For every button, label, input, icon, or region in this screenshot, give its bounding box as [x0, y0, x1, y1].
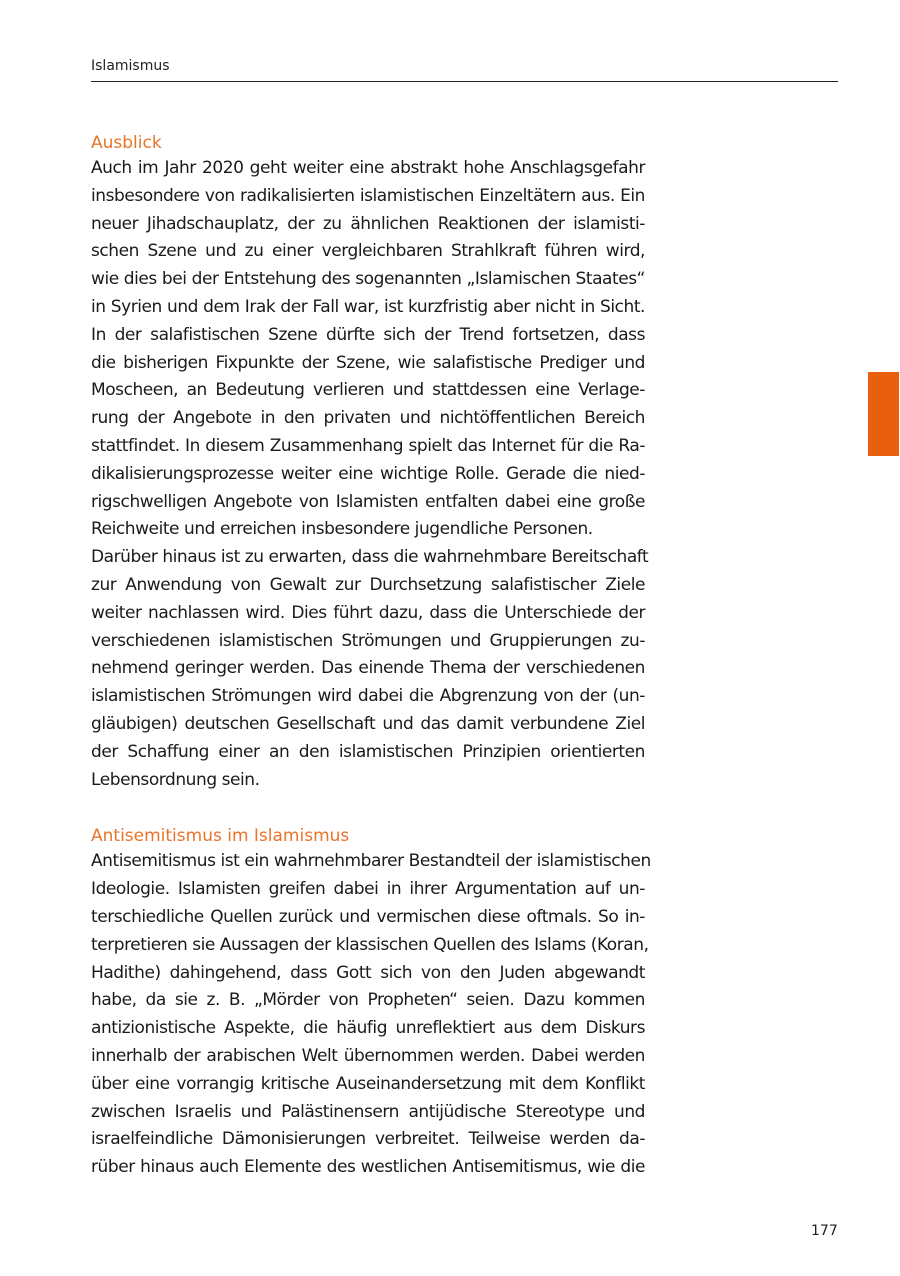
text-line: Reichweite und erreichen insbesondere jugendliche Personen. [91, 519, 593, 540]
text-line: Darüber hinaus ist zu erwarten, dass die wahrnehmbare Bereitschaft [91, 547, 649, 568]
text-line: terpretieren sie Aussagen der klassischen Quellen des Islams (Koran, [91, 934, 649, 955]
text-line: die bisherigen Fixpunkte der Szene, wie salafistische Prediger und [91, 352, 645, 373]
section-spacer [91, 794, 645, 824]
text-line: verschiedenen islamistischen Strömungen und Gruppierungen zu- [91, 630, 645, 651]
text-line: antizionistische Aspekte, die häufig unreflektiert aus dem Diskurs [91, 1018, 645, 1039]
text-line: Lebensordnung sein. [91, 769, 260, 790]
text-line: innerhalb der arabischen Welt übernommen werden. Dabei werden [91, 1045, 645, 1066]
text-line: zwischen Israelis und Palästinensern antijüdische Stereotype und [91, 1101, 645, 1122]
text-line: dikalisierungsprozesse weiter eine wichtige Rolle. Gerade die nied- [91, 463, 645, 484]
text-line: neuer Jihadschauplatz, der zu ähnlichen Reaktionen der islamisti- [91, 213, 645, 234]
text-line: In der salafistischen Szene dürfte sich der Trend fortsetzen, dass [91, 324, 645, 345]
text-line: habe, da sie z. B. „Mörder von Propheten“ seien. Dazu kommen [91, 990, 645, 1011]
text-line: nehmend geringer werden. Das einende Thema der verschiedenen [91, 658, 645, 679]
text-line: insbesondere von radikalisierten islamistischen Einzeltätern aus. Ein [91, 185, 645, 206]
text-line: zur Anwendung von Gewalt zur Durchsetzung salafistischer Ziele [91, 574, 645, 595]
page-number: 177 [811, 1223, 838, 1239]
text-line: rung der Angebote in den privaten und nichtöffentlichen Bereich [91, 408, 645, 429]
main-text-column [91, 131, 651, 1182]
text-line: der Schaffung einer an den islamistischen Prinzipien orientierten [91, 741, 645, 762]
text-line: Auch im Jahr 2020 geht weiter eine abstrakt hohe Anschlagsgefahr [91, 158, 645, 178]
text-line: rigschwelligen Angebote von Islamisten entfalten dabei eine große [91, 491, 645, 512]
section-heading-antisemitismus: Antisemitismus im Islamismus [91, 826, 350, 847]
section-body-antisemitismus [91, 848, 651, 1182]
text-line: wie dies bei der Entstehung des sogenannten „Islamischen Staates“ [91, 269, 645, 290]
text-line: Ideologie. Islamisten greifen dabei in ihrer Argumentation auf un- [91, 879, 645, 900]
running-head-title: Islamismus [91, 58, 170, 74]
text-line: islamistischen Strömungen wird dabei die Abgrenzung von der (un- [91, 686, 645, 707]
chapter-side-tab [868, 372, 899, 456]
text-line: in Syrien und dem Irak der Fall war, ist kurzfristig aber nicht in Sicht. [91, 296, 645, 317]
text-line: israelfeindliche Dämonisierungen verbreitet. Teilweise werden da- [91, 1129, 645, 1150]
header-rule [91, 81, 838, 82]
text-line: Hadithe) dahingehend, dass Gott sich von den Juden abgewandt [91, 962, 645, 983]
section-heading-ausblick: Ausblick [91, 133, 162, 153]
text-line: weiter nachlassen wird. Dies führt dazu, dass die Unterschiede der [91, 602, 645, 623]
text-line: terschiedliche Quellen zurück und vermischen diese oftmals. So in- [91, 906, 645, 927]
text-line: über eine vorrangig kritische Auseinandersetzung mit dem Konflikt [91, 1073, 645, 1094]
section-body-ausblick [91, 155, 649, 794]
text-line: stattfindet. In diesem Zusammenhang spielt das Internet für die Ra- [91, 435, 645, 456]
text-line: Moscheen, an Bedeutung verlieren und stattdessen eine Verlage- [91, 380, 645, 401]
text-line: rüber hinaus auch Elemente des westlichen Antisemitismus, wie die [91, 1157, 645, 1178]
text-line: schen Szene und zu einer vergleichbaren Strahlkraft führen wird, [91, 241, 645, 262]
text-line: Antisemitismus ist ein wahrnehmbarer Bestandteil der islamistischen [91, 851, 651, 872]
text-line: gläubigen) deutschen Gesellschaft und das damit verbundene Ziel [91, 713, 645, 734]
